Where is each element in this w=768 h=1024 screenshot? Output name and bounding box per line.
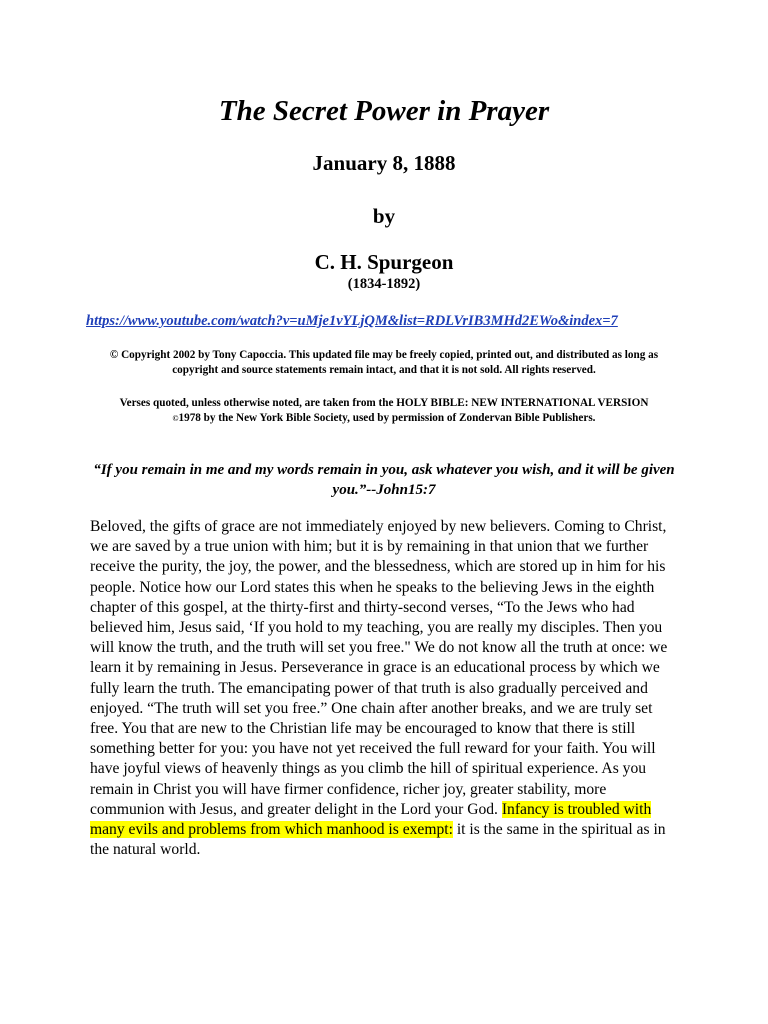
highlighted-text: Infancy is troubled with many evils and problems from which manhood is exempt: — [90, 800, 652, 839]
scripture-quote: “If you remain in me and my words remain in you, ask whatever you wish, and it will be given you.”--John15:7 — [93, 462, 675, 498]
youtube-link[interactable]: https://www.youtube.com/watch?v=uMje1vYLjQM&list=RDLVrIB3MHd2EWo&index=7 — [86, 313, 618, 329]
by-line: by — [372, 204, 396, 228]
author-name: C. H. Spurgeon — [314, 250, 454, 274]
paragraph-text-end: it is the same in the spiritual as in the natural world. — [90, 821, 666, 859]
paragraph-text: Beloved, the gifts of grace are not immediately enjoyed by new believers. Coming to Christ, we are saved by a true union with him; but it is by remaining in that union that we further receive the purity, the joy, the power, and the blessedness, which are stored up in him for his people. Notice how our Lord states this when he speaks to the believing Jews in the eighth chapter of this gospel, at the thirty-first and thirty-second verses, “To the Jews who had believed him, Jesus said, ‘If you hold to my teaching, you are really my disciples. Then you will know the truth, and the truth will set you free." We do not know all the truth at once: we learn it by remaining in Jesus. Perseverance in grace is an educational process by which we fully learn the truth. The emancipating power of that truth is also gradually perceived and enjoyed. “The truth will set you free.” One chain after another breaks, and we are truly set free. You that are new to the Christian life may be encouraged to know that there is still something better for you: you have not yet received the full reward for your faith. You will have joyful views of heavenly things as you climb the hill of spiritual experience. As you remain in Christ you will have firmer confidence, richer joy, greater stability, more communion with Jesus, and greater delight in the Lord your God. — [90, 518, 668, 818]
verses-notice — [92, 396, 676, 426]
verses-notice-line2: 1978 by the New York Bible Society, used by permission of Zondervan Bible Publishers. — [178, 411, 596, 424]
verses-notice-line1: Verses quoted, unless otherwise noted, are taken from the HOLY BIBLE: NEW INTERNATIONAL VERSION — [119, 397, 649, 409]
copyright-symbol: © — [172, 413, 179, 423]
document-title: The Secret Power in Prayer — [218, 95, 550, 127]
document-date: January 8, 1888 — [312, 151, 456, 175]
author-years: (1834-1892) — [347, 276, 421, 292]
copyright-notice: © Copyright 2002 by Tony Capoccia. This updated file may be freely copied, printed out, and distributed as long as copyright and source statements remain intact, and that it is not sold. All rights reserved. — [109, 349, 659, 376]
body-paragraph — [90, 517, 678, 860]
